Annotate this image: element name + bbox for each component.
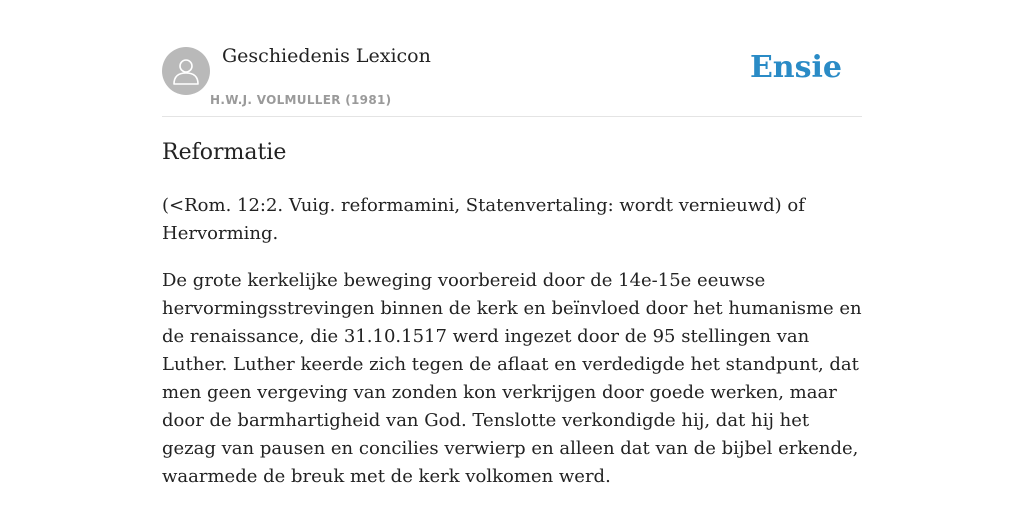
user-icon: [162, 47, 210, 95]
source-author[interactable]: H.W.J. VOLMULLER (1981): [210, 93, 392, 107]
entry-paragraph: (<Rom. 12:2. Vuig. reformamini, Statenvertaling: wordt vernieuwd) of Hervorming.: [162, 195, 805, 244]
source-title[interactable]: Geschiedenis Lexicon: [222, 45, 431, 67]
avatar[interactable]: [162, 47, 210, 95]
header: [162, 0, 862, 117]
brand-logo[interactable]: Ensie: [749, 50, 842, 85]
entry-paragraph: De grote kerkelijke beweging voorbereid door de 14e-15e eeuwse hervormingsstrevingen binnen de kerk en beïnvloed door het humanisme en de renaissance, die 31.10.1517 werd ingezet door de 95 stellingen van Luther. Luther keerde zich tegen de aflaat en verdedigde het standpunt, dat men geen vergeving van zonden kon verkrijgen door goede werken, maar door de barmhartigheid van God. Tenslotte verkondigde hij, dat hij het gezag van pausen en concilies verwierp en alleen dat van de bijbel erkende, waarmede de breuk met de kerk volkomen werd.: [162, 270, 862, 487]
page-title: Reformatie: [162, 140, 287, 165]
